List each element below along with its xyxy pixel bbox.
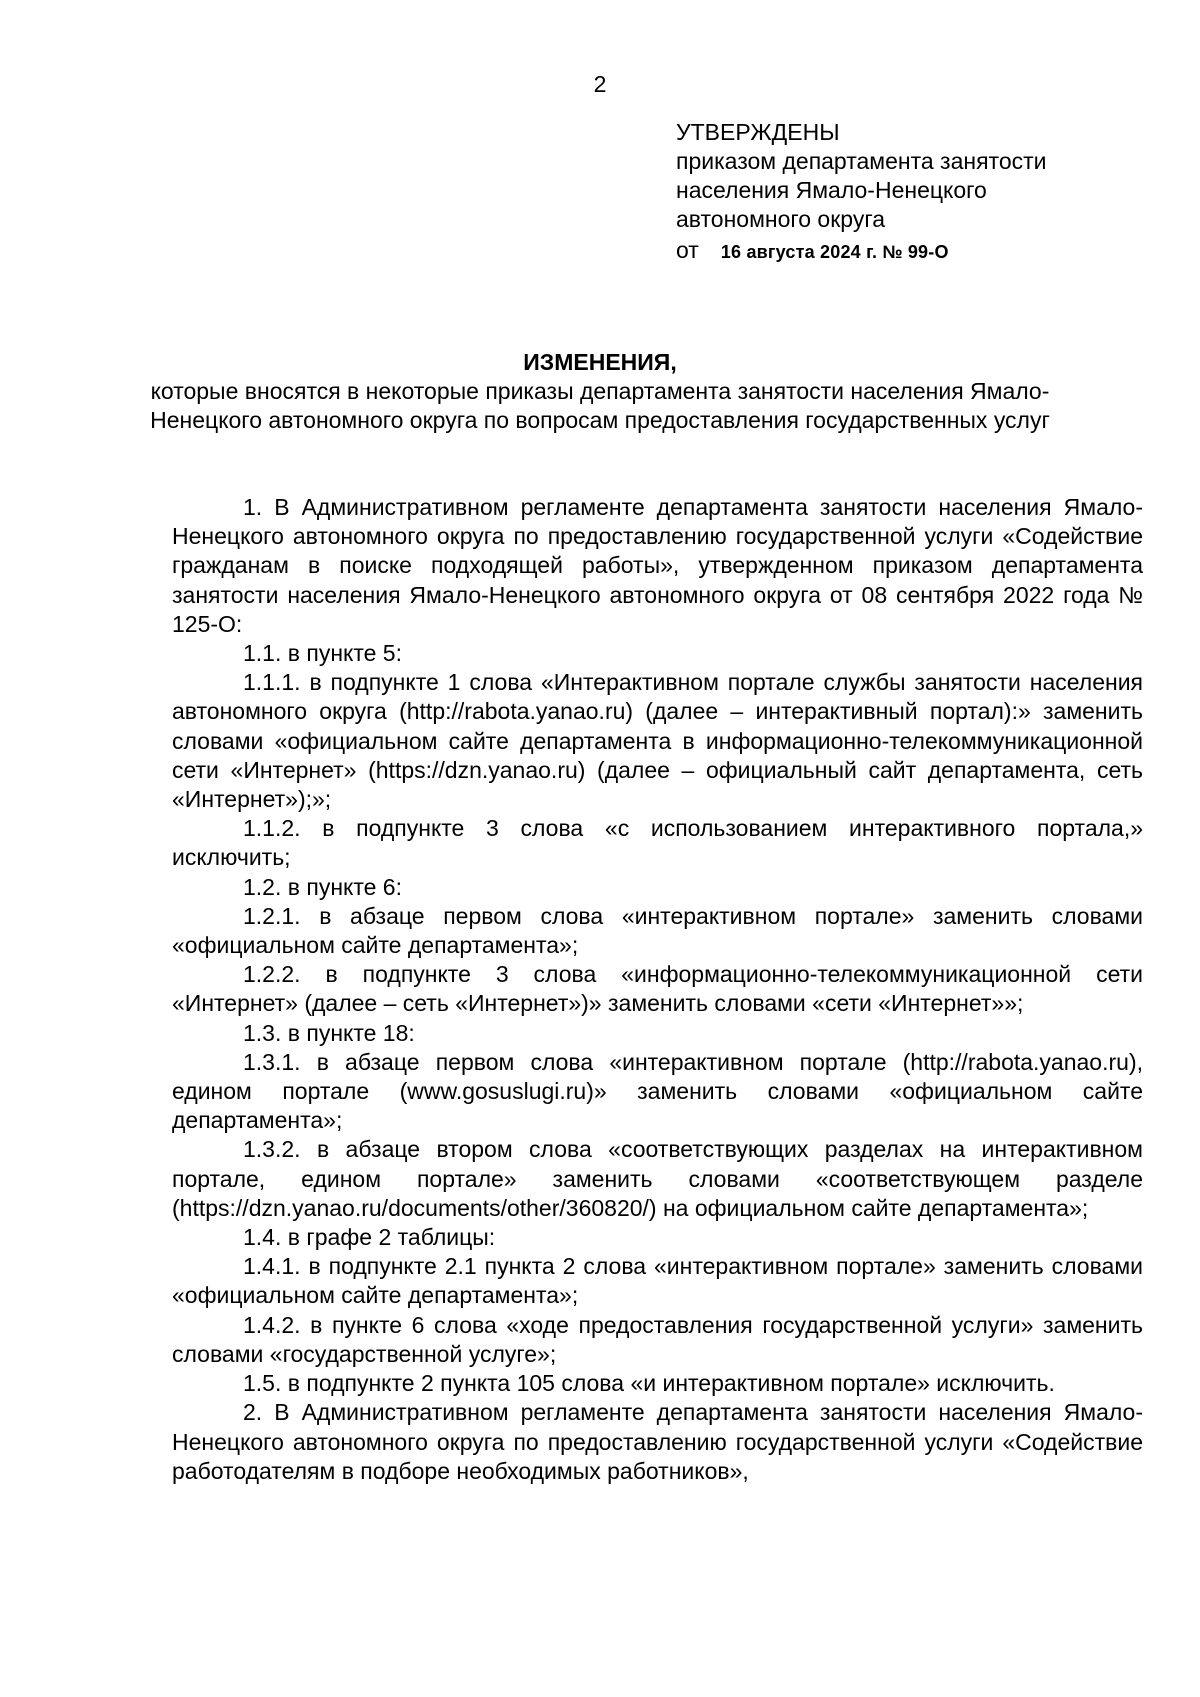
- approval-line: населения Ямало-Ненецкого: [676, 177, 987, 203]
- paragraph: 1.4. в графе 2 таблицы:: [243, 1224, 496, 1251]
- title-subtitle: которые вносятся в некоторые приказы департамента занятости населения Ямало-Ненецкого автономного округа по вопросам предоставления государственных услуг: [150, 378, 1050, 433]
- approval-line: автономного округа: [676, 206, 885, 232]
- approval-line: приказом департамента занятости: [676, 148, 1047, 174]
- approval-date-line: [676, 236, 1047, 267]
- paragraph: 1.5. в подпункте 2 пункта 105 слова «и интерактивном портале» исключить.: [243, 1370, 1055, 1397]
- paragraph: 1.2.1. в абзаце первом слова «интерактивном портале» заменить словами «официальном сайте департамента»;: [172, 902, 1143, 959]
- title-heading: ИЗМЕНЕНИЯ,: [523, 349, 677, 375]
- approval-heading: УТВЕРЖДЕНЫ: [676, 119, 840, 145]
- paragraph: 1. В Административном регламенте департамента занятости населения Ямало-Ненецкого автономного округа по предоставлению государственной услуги «Содействие гражданам в поиске подходящей работы», утвержденном приказом департамента занятости населения Ямало-Ненецкого автономного округа от 08 сентября 2022 года № 125-О:: [172, 494, 1143, 637]
- paragraph: 1.4.2. в пункте 6 слова «ходе предоставления государственной услуги» заменить словами «государственной услуге»;: [172, 1311, 1143, 1367]
- page-number: 2: [593, 71, 607, 97]
- approval-date: 16 августа 2024 г. № 99-О: [720, 242, 949, 262]
- paragraph: 1.2.2. в подпункте 3 слова «информационно-телекоммуникационной сети «Интернет» (далее – сеть «Интернет»)» заменить словами «сети «Интернет»»;: [172, 961, 1143, 1017]
- paragraph: 1.2. в пункте 6:: [243, 873, 402, 900]
- document-body: [172, 493, 1143, 1486]
- date-prefix: от: [676, 237, 699, 263]
- approval-block: [676, 118, 1047, 267]
- paragraph: 2. В Административном регламенте департамента занятости населения Ямало-Ненецкого автономного округа по предоставлению государственной услуги «Содействие работодателям в подборе необходимых работников»,: [172, 1399, 1143, 1484]
- paragraph: 1.1.1. в подпункте 1 слова «Интерактивном портале службы занятости населения автономного округа (http://rabota.yanao.ru) (далее – интерактивный портал):» заменить словами «официальном сайте департамента в информационно-телекоммуникационной сети «Интернет» (https://dzn.yanao.ru) (далее – официальный сайт департамента, сеть «Интернет»);»;: [172, 669, 1143, 813]
- paragraph: 1.3.2. в абзаце втором слова «соответствующих разделах на интерактивном портале, едином портале» заменить словами «соответствующем разделе (https://dzn.yanao.ru/documents/other/360820/) на официальном сайте департамента»;: [172, 1136, 1143, 1221]
- paragraph: 1.3.1. в абзаце первом слова «интерактивном портале (http://rabota.yanao.ru), едином портале (www.gosuslugi.ru)» заменить словами «официальном сайте департамента»;: [172, 1048, 1143, 1134]
- paragraph: 1.3. в пункте 18:: [243, 1019, 415, 1046]
- paragraph: 1.4.1. в подпункте 2.1 пункта 2 слова «интерактивном портале» заменить словами «официальном сайте департамента»;: [172, 1253, 1143, 1309]
- paragraph: 1.1. в пункте 5:: [243, 640, 402, 667]
- document-title: [150, 348, 1050, 435]
- paragraph: 1.1.2. в подпункте 3 слова «с использованием интерактивного портала,» исключить;: [172, 815, 1143, 871]
